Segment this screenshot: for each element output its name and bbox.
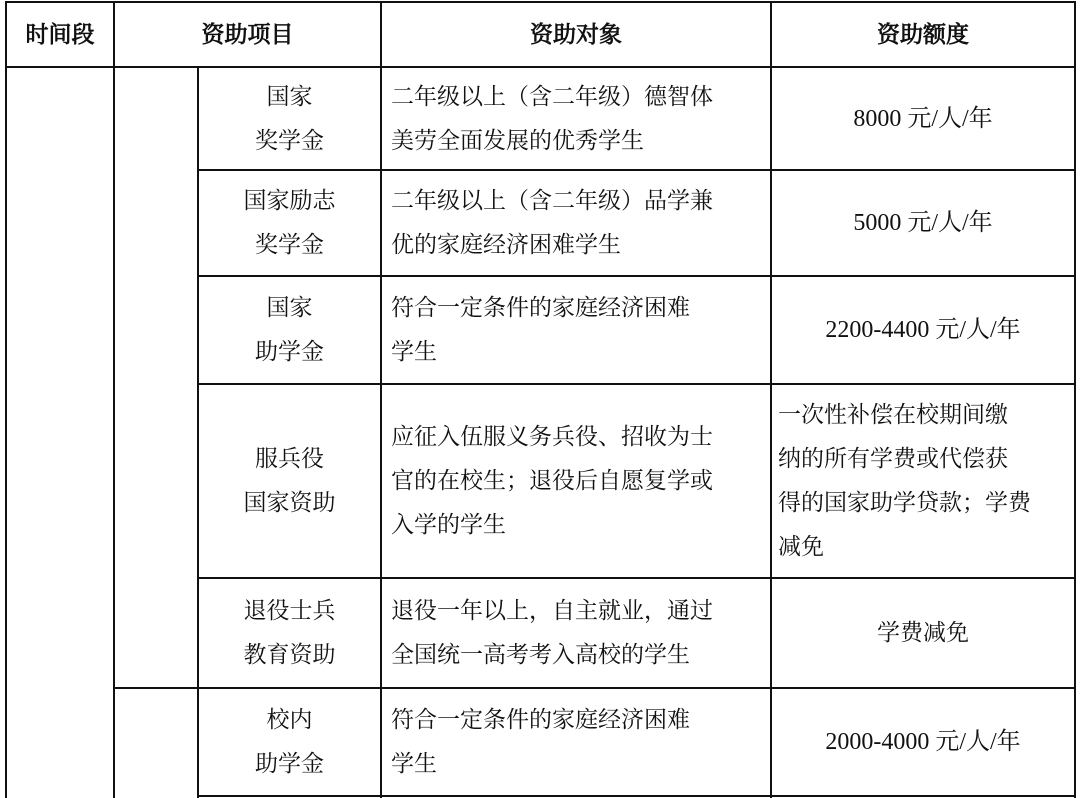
amount-text: 8000 元/人/年 [853, 105, 993, 132]
target-text: 二年级以上（含二年级）品学兼 优的家庭经济困难学生 [391, 188, 713, 258]
target-text: 符合一定条件的家庭经济困难 学生 [391, 707, 690, 777]
project-name: 校内 助学金 [255, 707, 324, 777]
target-text: 符合一定条件的家庭经济困难 学生 [391, 295, 690, 365]
header-target: 资助对象 [530, 21, 622, 48]
amount-text: 学费减免 [877, 620, 969, 646]
amount-text: 2000-4000 元/人/年 [825, 729, 1021, 755]
project-name: 国家 奖学金 [255, 83, 324, 154]
table-border [113, 1, 115, 798]
table-border [5, 1, 7, 798]
project-name: 服兵役 国家资助 [243, 446, 336, 516]
project-name: 国家励志 奖学金 [243, 188, 336, 258]
header-period: 时间段 [25, 21, 95, 48]
amount-text: 2200-4400 元/人/年 [825, 317, 1021, 343]
target-text: 应征入伍服义务兵役、招收为士 官的在校生；退役后自愿复学或 入学的学生 [391, 424, 713, 538]
table-border [198, 795, 1076, 797]
target-text: 二年级以上（含二年级）德智体 美劳全面发展的优秀学生 [391, 83, 713, 154]
project-name: 退役士兵 教育资助 [243, 598, 336, 668]
amount-text: 5000 元/人/年 [853, 210, 993, 236]
header-project: 资助项目 [201, 21, 294, 48]
project-name: 国家 助学金 [255, 295, 324, 365]
target-text: 退役一年以上，自主就业，通过 全国统一高考考入高校的学生 [391, 598, 713, 668]
header-amount: 资助额度 [877, 21, 969, 48]
table-border [1074, 1, 1076, 798]
amount-text: 一次性补偿在校期间缴 纳的所有学费或代偿获 得的国家助学贷款；学费 减免 [778, 402, 1031, 560]
